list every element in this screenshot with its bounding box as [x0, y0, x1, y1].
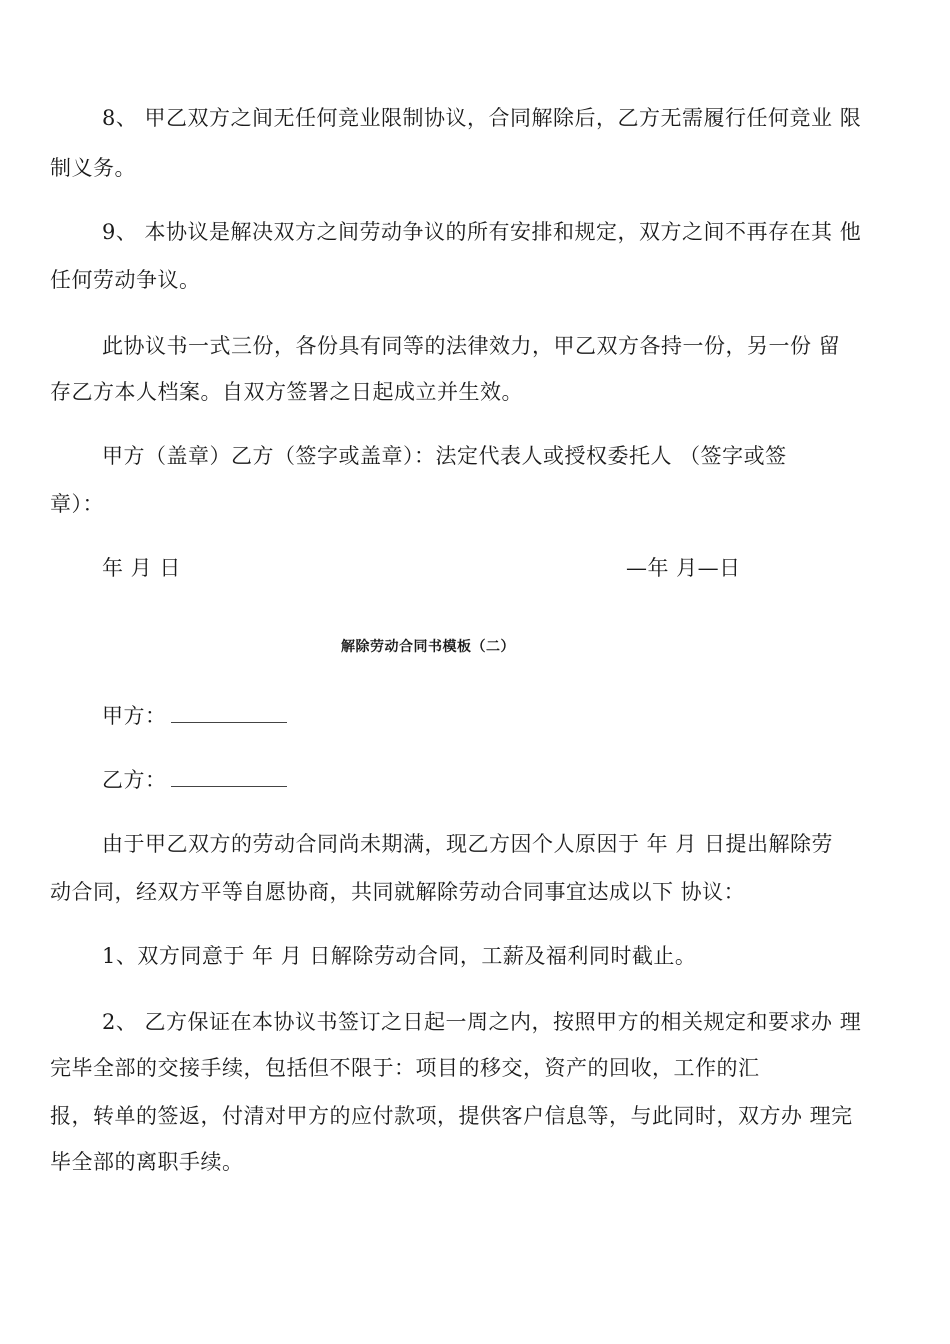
date-left: 年 月 日 — [102, 556, 181, 580]
paragraph-line: 9、 本协议是解决双方之间劳动争议的所有安排和规定，双方之间不再存在其 他 — [102, 220, 862, 244]
paragraph-line: 2、 乙方保证在本协议书签订之日起一周之内，按照甲方的相关规定和要求办 理 — [102, 1010, 862, 1034]
paragraph-line: 任何劳动争议。 — [50, 268, 201, 292]
party-a-label: 甲方： — [102, 704, 167, 728]
party-a-blank — [171, 702, 287, 723]
party-b-row — [102, 766, 287, 794]
signature-line: 甲方（盖章）乙方（签字或盖章）：法定代表人或授权委托人 （签字或签 — [102, 444, 787, 468]
party-a-row — [102, 702, 287, 730]
paragraph-line: 1、双方同意于 年 月 日解除劳动合同，工薪及福利同时截止。 — [102, 944, 697, 968]
paragraph-line: 8、 甲乙双方之间无任何竞业限制协议，合同解除后，乙方无需履行任何竞业 限 — [102, 106, 862, 130]
paragraph-line: 存乙方本人档案。自双方签署之日起成立并生效。 — [50, 380, 523, 404]
section-title: 解除劳动合同书模板（二） — [341, 639, 515, 655]
paragraph-line: 毕全部的离职手续。 — [50, 1150, 244, 1174]
paragraph-line: 制义务。 — [50, 156, 136, 180]
party-b-blank — [171, 766, 287, 787]
party-b-label: 乙方： — [102, 768, 167, 792]
paragraph-line: 动合同，经双方平等自愿协商，共同就解除劳动合同事宜达成以下 协议： — [50, 880, 746, 904]
paragraph-line: 由于甲乙双方的劳动合同尚未期满，现乙方因个人原因于 年 月 日提出解除劳 — [102, 832, 834, 856]
paragraph-line: 此协议书一式三份，各份具有同等的法律效力，甲乙双方各持一份，另一份 留 — [102, 334, 841, 358]
paragraph-line: 报，转单的签返，付清对甲方的应付款项，提供客户信息等，与此同时，双方办 理完 — [50, 1104, 853, 1128]
signature-line: 章）： — [50, 492, 104, 516]
paragraph-line: 完毕全部的交接手续，包括但不限于：项目的移交，资产的回收，工作的汇 — [50, 1056, 760, 1080]
date-right: —年 月—日 — [626, 556, 741, 580]
